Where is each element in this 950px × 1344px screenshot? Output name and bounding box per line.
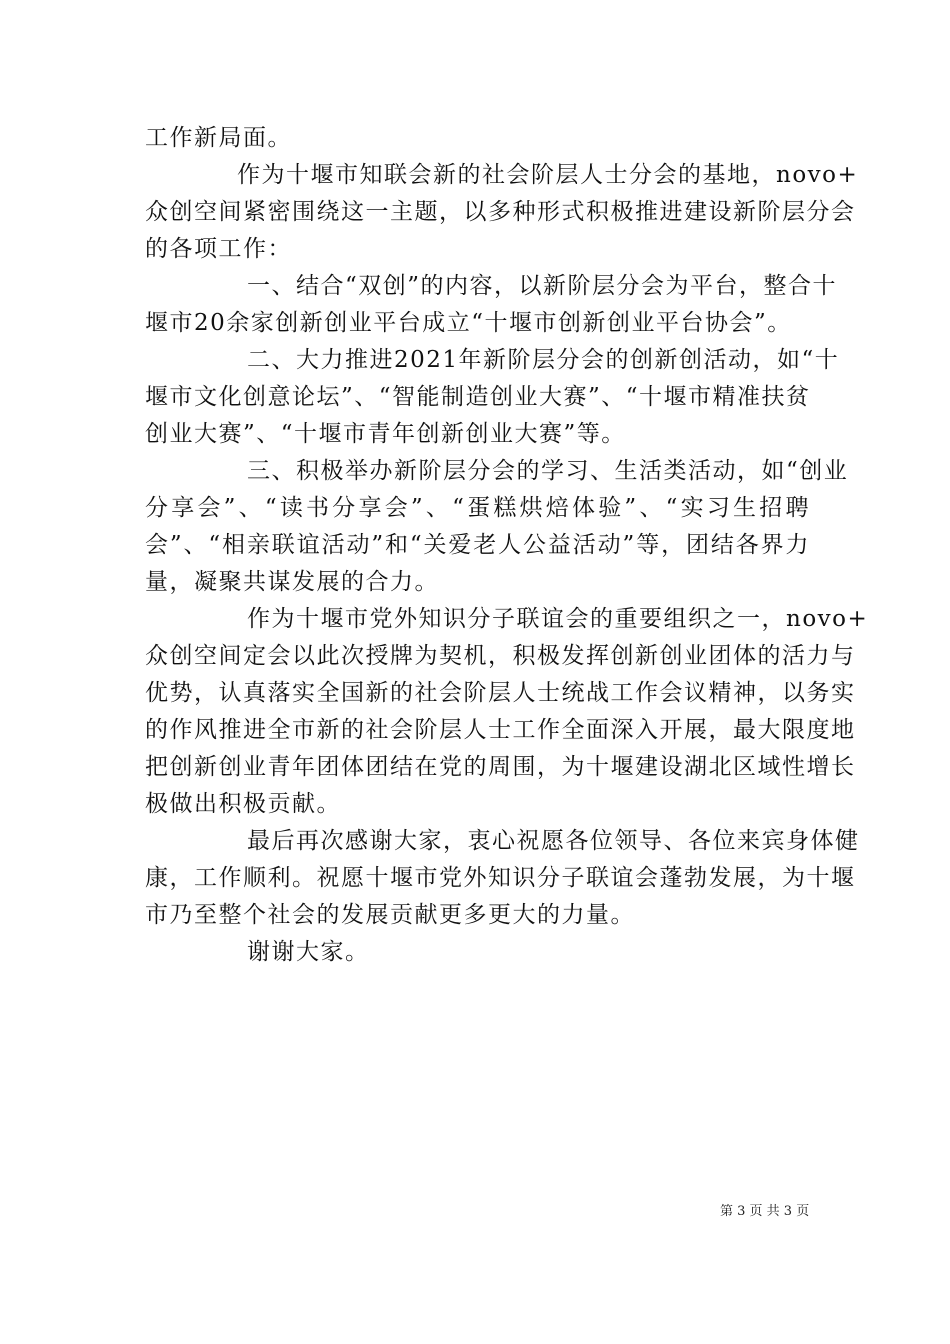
text-line: 众创空间紧密围绕这一主题，以多种形式积极推进建设新阶层分会 — [145, 199, 856, 225]
text-line: 市乃至整个社会的发展贡献更多更大的力量。 — [145, 902, 635, 928]
text-line: 堰市20余家创新创业平台成立“十堰市创新创业平台协会”。 — [145, 310, 792, 336]
text-line: 优势，认真落实全国新的社会阶层人士统战工作会议精神，以务实 — [145, 680, 856, 706]
paragraph-first-line: 一、结合“双创”的内容，以新阶层分会为平台，整合十 — [247, 273, 838, 299]
paragraph-first-line: 二、大力推进2021年新阶层分会的创新创活动，如“十 — [247, 347, 840, 373]
paragraph-first-line: 最后再次感谢大家，衷心祝愿各位领导、各位来宾身体健 — [247, 828, 860, 854]
paragraph-first-line: 三、积极举办新阶层分会的学习、生活类活动，如“创业 — [247, 458, 849, 484]
text-line: 量，凝聚共谋发展的合力。 — [145, 569, 439, 595]
paragraph-first-line: 作为十堰市知联会新的社会阶层人士分会的基地，novo+ — [237, 162, 859, 188]
text-line: 把创新创业青年团体团结在党的周围，为十堰建设湖北区域性增长 — [145, 754, 856, 780]
text-line: 创业大赛”、“十堰市青年创新创业大赛”等。 — [145, 421, 626, 447]
text-line: 分享会”、“读书分享会”、“蛋糕烘焙体验”、“实习生招聘 — [145, 495, 810, 521]
page-number: 第 3 页 共 3 页 — [720, 1204, 810, 1219]
text-line: 会”、“相亲联谊活动”和“关爱老人公益活动”等，团结各界力 — [145, 532, 810, 558]
text-line: 工作新局面。 — [145, 125, 292, 151]
text-line: 众创空间定会以此次授牌为契机，积极发挥创新创业团体的活力与 — [145, 643, 856, 669]
text-line: 的作风推进全市新的社会阶层人士工作全面深入开展，最大限度地 — [145, 717, 856, 743]
text-line: 康，工作顺利。祝愿十堰市党外知识分子联谊会蓬勃发展，为十堰 — [145, 865, 856, 891]
text-line: 堰市文化创意论坛”、“智能制造创业大赛”、“十堰市精准扶贫 — [145, 384, 811, 410]
paragraph-first-line: 作为十堰市党外知识分子联谊会的重要组织之一，novo+ — [247, 606, 869, 632]
closing-line: 谢谢大家。 — [247, 939, 370, 965]
text-line: 的各项工作： — [145, 236, 292, 262]
text-line: 极做出积极贡献。 — [145, 791, 341, 817]
